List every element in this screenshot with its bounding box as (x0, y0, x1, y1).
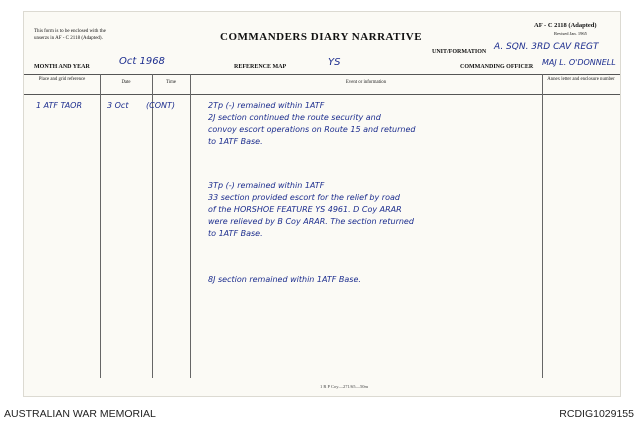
notice-line-1: This form is to be enclosed with the (34, 29, 106, 34)
entry-time: (CONT) (146, 101, 175, 110)
col-header-event: Event or information (345, 80, 387, 85)
col-divider-4 (542, 74, 543, 378)
col-divider-2 (152, 74, 153, 378)
revised-date: Revised Jan. 1965 (554, 31, 587, 36)
printer-note: 1 R P Coy—271/65—50m (320, 384, 368, 389)
map-value: YS (328, 57, 341, 68)
col-header-time: Time (166, 80, 176, 85)
header-bottom-rule (24, 94, 620, 95)
notice-line-2: unserzs in AF - C 2118 (Adapted). (34, 36, 103, 41)
entry-place: 1 ATF TAOR (36, 101, 83, 110)
map-label: REFERENCE MAP (234, 64, 287, 70)
event-line: 2Tp (-) remained within 1ATF (208, 101, 325, 110)
form-number: AF - C 2118 (Adapted) (534, 22, 597, 29)
col-header-place: Place and grid reference (38, 77, 86, 82)
entry-date: 3 Oct (107, 101, 129, 110)
event-paragraph-2 (208, 180, 414, 240)
footer-source: AUSTRALIAN WAR MEMORIAL (4, 408, 156, 420)
event-line: 3Tp (-) remained within 1ATF (208, 181, 325, 190)
footer-record-id: RCDIG1029155 (559, 408, 634, 420)
officer-label: COMMANDING OFFICER (460, 64, 534, 70)
event-paragraph-3 (208, 274, 361, 286)
form-notice (34, 28, 106, 42)
month-label: MONTH AND YEAR (34, 64, 90, 70)
col-divider-3 (190, 74, 191, 378)
event-line: to 1ATF Base. (208, 229, 263, 238)
diary-form (24, 12, 620, 396)
col-header-date: Date (121, 80, 131, 85)
event-paragraph-1 (208, 100, 415, 148)
col-header-annex: Annex letter and enclosure number (547, 77, 615, 82)
event-line: were relieved by B Coy ARAR. The section returned (208, 217, 414, 226)
event-line: to 1ATF Base. (208, 137, 263, 146)
form-title: COMMANDERS DIARY NARRATIVE (220, 31, 423, 43)
event-line: 8J section remained within 1ATF Base. (208, 275, 361, 284)
col-divider-1 (100, 74, 101, 378)
event-line: of the HORSHOE FEATURE YS 4961. D Coy ARAR (208, 205, 402, 214)
officer-value: MAJ L. O'DONNELL (542, 58, 616, 67)
event-line: convoy escort operations on Route 15 and returned (208, 125, 416, 134)
unit-value: A. SQN. 3RD CAV REGT (494, 42, 599, 52)
event-line: 33 section provided escort for the relief by road (208, 193, 400, 202)
unit-label: UNIT/FORMATION (432, 49, 487, 55)
table-top-rule (24, 74, 620, 75)
event-line: 2J section continued the route security and (208, 113, 381, 122)
month-value: Oct 1968 (119, 56, 165, 67)
